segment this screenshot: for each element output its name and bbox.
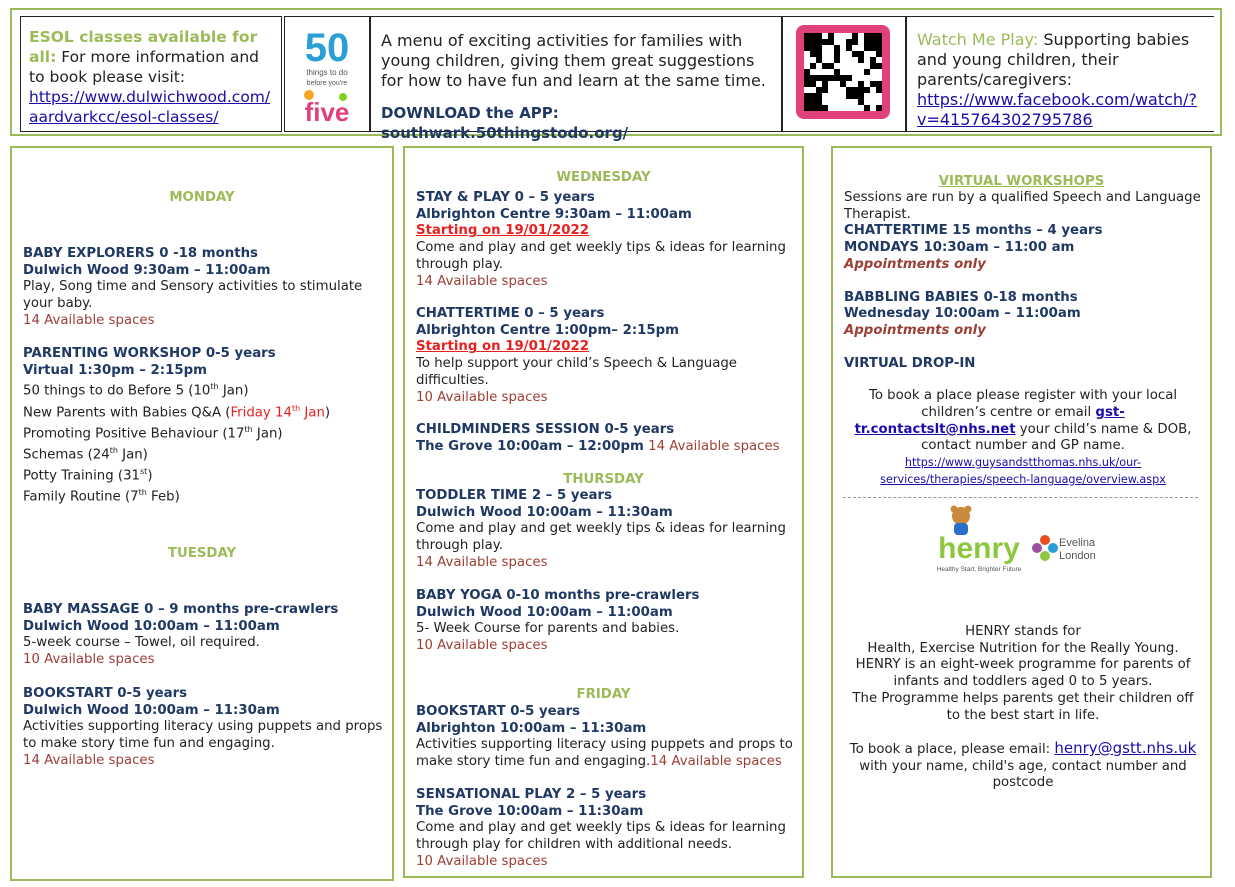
session-spaces: 10 Available spaces bbox=[23, 652, 155, 668]
session-time: Dulwich Wood 10:00am – 11:00am bbox=[23, 618, 280, 634]
henry-about-1: HENRY stands for bbox=[965, 624, 1081, 639]
svg-text:things to do: things to do bbox=[306, 68, 348, 77]
baby-yoga-session bbox=[416, 588, 794, 655]
svg-text:henry: henry bbox=[938, 532, 1020, 565]
workshop-item: Promoting Positive Behaviour (17th Jan) bbox=[23, 424, 283, 442]
monday-tuesday-column bbox=[10, 146, 394, 881]
virtual-dropin-title: VIRTUAL DROP-IN bbox=[844, 355, 976, 371]
session-title: BOOKSTART 0-5 years bbox=[23, 686, 188, 701]
appointments-note: Appointments only bbox=[844, 256, 986, 272]
henry-booking-pre: To book a place, please email: bbox=[849, 742, 1055, 757]
session-time: The Grove 10:00am – 12:00pm bbox=[416, 438, 644, 454]
workshop-item: Family Routine (7th Feb) bbox=[23, 488, 180, 505]
session-title: SENSATIONAL PLAY 2 – 5 years bbox=[416, 787, 647, 802]
monday-heading: MONDAY bbox=[169, 190, 235, 205]
virtual-henry-column bbox=[831, 146, 1212, 878]
session-title: BABY EXPLORERS 0 -18 months bbox=[23, 246, 258, 261]
session-spaces: 14 Available spaces bbox=[416, 554, 548, 570]
henry-booking bbox=[844, 740, 1202, 792]
svg-text:50: 50 bbox=[304, 26, 350, 70]
bookstart-friday-session bbox=[416, 704, 794, 771]
svg-text:five: five bbox=[304, 97, 350, 127]
session-start-date: Starting on 19/01/2022 bbox=[416, 223, 589, 239]
session-title: PARENTING WORKSHOP 0-5 years bbox=[23, 346, 276, 361]
divider bbox=[843, 497, 1198, 498]
virtual-intro: Sessions are run by a qualified Speech and Language Therapist. bbox=[844, 190, 1201, 222]
wednesday-heading: WEDNESDAY bbox=[556, 170, 651, 185]
henry-logos bbox=[927, 504, 1127, 576]
session-time: Albrighton 10:00am – 11:30am bbox=[416, 720, 647, 736]
thursday-heading: THURSDAY bbox=[563, 472, 644, 487]
appointments-note: Appointments only bbox=[844, 322, 986, 338]
friday-heading: FRIDAY bbox=[576, 687, 631, 702]
workshop-item: Schemas (24th Jan) bbox=[23, 445, 148, 463]
session-title: CHILDMINDERS SESSION 0-5 years bbox=[416, 422, 675, 437]
session-spaces: 14 Available spaces bbox=[648, 438, 780, 454]
session-title: BABBLING BABIES 0-18 months bbox=[844, 289, 1078, 305]
chattertime-session bbox=[416, 306, 794, 406]
session-title: CHATTERTIME 15 months – 4 years bbox=[844, 223, 1103, 239]
guys-st-thomas-link[interactable]: https://www.guysandstthomas.nhs.uk/our-services/therapies/speech-language/overview.aspx bbox=[880, 456, 1166, 486]
session-title: CHATTERTIME 0 – 5 years bbox=[416, 306, 605, 321]
session-title: BABY YOGA 0-10 months pre-crawlers bbox=[416, 588, 700, 603]
session-spaces: 14 Available spaces bbox=[23, 312, 155, 328]
henry-email-link[interactable]: henry@gstt.nhs.uk bbox=[1054, 739, 1197, 757]
menu-box bbox=[370, 16, 782, 142]
session-title: BABY MASSAGE 0 – 9 months pre-crawlers bbox=[23, 602, 339, 617]
session-title: TODDLER TIME 2 – 5 years bbox=[416, 488, 613, 503]
session-time: The Grove 10:00am – 11:30am bbox=[416, 803, 644, 819]
henry-about-2: Health, Exercise Nutrition for the Really Young. bbox=[867, 640, 1179, 656]
esol-title: ESOL classes available for all: bbox=[29, 28, 258, 66]
session-spaces: 14 Available spaces bbox=[416, 273, 548, 289]
fifty-things-logo bbox=[284, 16, 370, 132]
session-desc: Activities supporting literacy using puppets and props to make story time fun and engaging. bbox=[23, 719, 383, 752]
session-title: STAY & PLAY 0 – 5 years bbox=[416, 190, 595, 205]
wed-thu-fri-column bbox=[403, 146, 804, 878]
svg-text:Healthy Start, Brighter Future: Healthy Start, Brighter Future bbox=[936, 566, 1022, 573]
virtual-workshops-block bbox=[844, 190, 1202, 488]
henry-about bbox=[844, 624, 1202, 724]
session-spaces: 10 Available spaces bbox=[416, 853, 548, 869]
session-time: Wednesday 10:00am – 11:00am bbox=[844, 306, 1081, 322]
esol-link[interactable]: https://www.dulwichwood.com/aardvarkcc/esol-classes/ bbox=[29, 88, 271, 126]
watch-title: Watch Me Play: bbox=[917, 30, 1039, 49]
esol-text: For more information and to book please visit: bbox=[29, 48, 260, 86]
session-spaces: 10 Available spaces bbox=[416, 389, 548, 405]
parenting-workshop-session bbox=[23, 346, 384, 506]
svg-text:Evelina: Evelina bbox=[1059, 537, 1096, 549]
toddler-time-session bbox=[416, 488, 794, 572]
henry-booking-post: with your name, child's age, contact number and postcode bbox=[859, 758, 1187, 791]
virtual-booking-text: To book a place please register with your local children’s centre or email gst-tr.contactslt@nhs.net your child’s name & DOB, contact number and GP name. bbox=[854, 388, 1192, 454]
childminders-session bbox=[416, 422, 794, 455]
baby-explorers-session bbox=[23, 246, 384, 330]
menu-text: A menu of exciting activities for families with young children, giving them great suggestions for how to have fun and learn at the same time. bbox=[381, 31, 766, 90]
session-time: Dulwich Wood 10:00am – 11:00am bbox=[416, 604, 673, 620]
session-desc: 5-week course – Towel, oil required. bbox=[23, 635, 260, 651]
session-desc: Come and play and get weekly tips & ideas for learning through play. bbox=[416, 521, 786, 554]
download-app-text[interactable]: DOWNLOAD the APP: southwark.50thingstodo.org/ bbox=[381, 104, 629, 142]
session-spaces: 10 Available spaces bbox=[416, 638, 548, 654]
session-desc: Play, Song time and Sensory activities to stimulate your baby. bbox=[23, 279, 363, 312]
henry-about-4: The Programme helps parents get their children off to the best start in life. bbox=[852, 690, 1194, 723]
session-time: Virtual 1:30pm – 2:15pm bbox=[23, 362, 207, 378]
session-time: Dulwich Wood 9:30am – 11:00am bbox=[23, 262, 271, 278]
watch-text: Supporting babies and young children, their parents/caregivers: bbox=[917, 30, 1190, 89]
baby-massage-session bbox=[23, 602, 384, 669]
slt-email-link[interactable]: gst-tr.contactslt@nhs.net bbox=[854, 405, 1125, 437]
workshop-item: Potty Training (31st) bbox=[23, 466, 153, 484]
session-time: Dulwich Wood 10:00am – 11:30am bbox=[23, 702, 280, 718]
fifty-things-logo-icon bbox=[285, 17, 369, 131]
session-desc: Come and play and get weekly tips & ideas for learning through play. bbox=[416, 240, 786, 272]
qr-code-box bbox=[782, 16, 906, 132]
svg-text:London: London bbox=[1059, 550, 1096, 562]
virtual-workshops-heading: VIRTUAL WORKSHOPS bbox=[938, 174, 1105, 189]
sensational-play-session bbox=[416, 787, 794, 871]
henry-logo-icon bbox=[927, 504, 1127, 576]
stay-play-session bbox=[416, 190, 794, 290]
tuesday-heading: TUESDAY bbox=[167, 546, 237, 561]
top-banner bbox=[10, 8, 1222, 142]
session-desc: Come and play and get weekly tips & ideas for learning through play for children with additional needs. bbox=[416, 820, 786, 853]
qr-code-icon[interactable] bbox=[796, 25, 890, 119]
session-title: BOOKSTART 0-5 years bbox=[416, 704, 581, 719]
session-desc: To help support your child’s Speech & Language difficulties. bbox=[416, 356, 737, 388]
watch-me-play-box bbox=[906, 16, 1214, 132]
session-spaces: 14 Available spaces bbox=[650, 754, 782, 770]
session-desc: 5- Week Course for parents and babies. bbox=[416, 621, 680, 637]
session-spaces: 14 Available spaces bbox=[23, 752, 155, 768]
session-time: MONDAYS 10:30am – 11:00 am bbox=[844, 240, 1075, 256]
henry-about-3: HENRY is an eight-week programme for parents of infants and toddlers aged 0 to 5 years. bbox=[855, 657, 1191, 690]
bookstart-tuesday-session bbox=[23, 686, 384, 770]
esol-box bbox=[20, 16, 282, 132]
session-time: Albrighton Centre 9:30am – 11:00am bbox=[416, 206, 692, 222]
session-start-date: Starting on 19/01/2022 bbox=[416, 339, 589, 355]
workshop-item: New Parents with Babies Q&A (Friday 14th Jan) bbox=[23, 403, 331, 420]
session-time: Albrighton Centre 1:00pm– 2:15pm bbox=[416, 322, 680, 338]
watch-link[interactable]: https://www.facebook.com/watch/?v=415764302795786 bbox=[917, 90, 1197, 129]
workshop-item: 50 things to do Before 5 (10th Jan) bbox=[23, 382, 249, 399]
svg-text:before you're: before you're bbox=[306, 80, 348, 87]
session-time: Dulwich Wood 10:00am – 11:30am bbox=[416, 504, 673, 520]
session-desc: Activities supporting literacy using puppets and props to make story time fun and engaging. bbox=[416, 737, 793, 770]
